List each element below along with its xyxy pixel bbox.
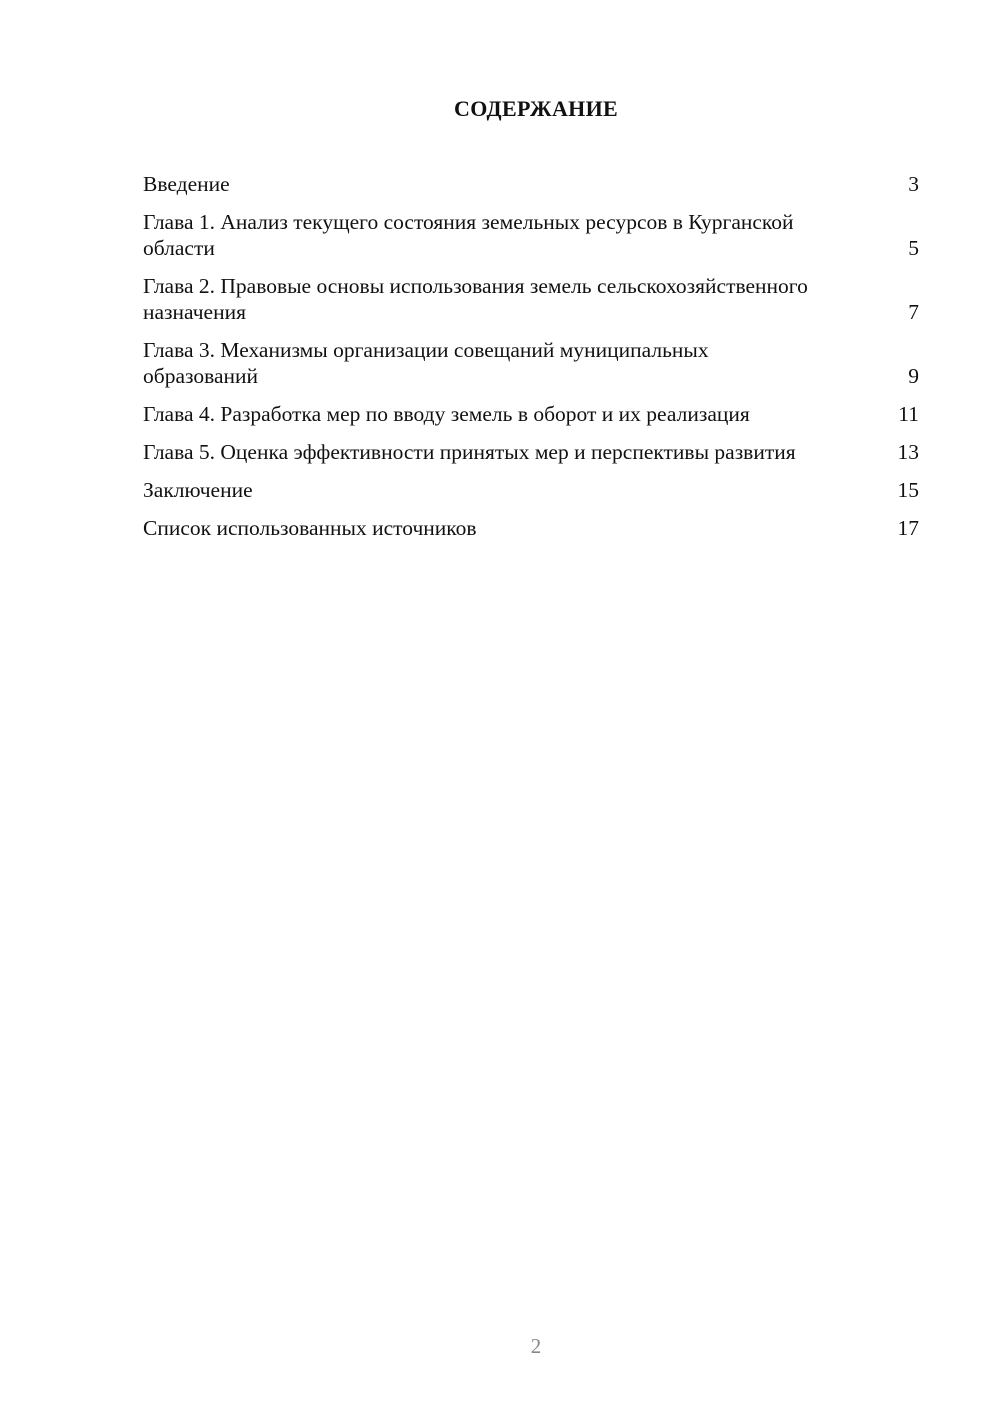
- toc-entry-text: Глава 4. Разработка мер по вводу земель в оборот и их реализация: [143, 402, 750, 426]
- toc-entry-page: 3: [908, 172, 919, 196]
- page-title: СОДЕРЖАНИЕ: [454, 96, 618, 121]
- toc-entry-page: 13: [897, 440, 919, 464]
- toc-entry-page: 9: [908, 364, 919, 388]
- toc-entry-text: Введение: [143, 172, 230, 196]
- toc-entry-text: Глава 5. Оценка эффективности принятых мер и перспективы развития: [143, 440, 796, 464]
- toc-entry-chapter-4: [143, 401, 919, 427]
- toc-entry-page: 17: [897, 516, 919, 540]
- toc-entry-chapter-1: [143, 209, 919, 261]
- toc-entry-page: 7: [908, 300, 919, 324]
- toc-entry-references: [143, 515, 919, 541]
- page-number: 2: [530, 1334, 542, 1358]
- toc-entry-text: Заключение: [143, 478, 253, 502]
- toc-entry-page: 15: [897, 478, 919, 502]
- toc-entry-conclusion: [143, 477, 919, 503]
- toc-entry-chapter-2: [143, 273, 919, 325]
- toc-entry-chapter-5: [143, 439, 919, 465]
- toc-entry-text: Глава 1. Анализ текущего состояния земельных ресурсов в Курганской области: [143, 210, 794, 260]
- toc-entry-text: Глава 3. Механизмы организации совещаний муниципальных образований: [143, 338, 709, 388]
- toc-entry-chapter-3: [143, 337, 919, 389]
- table-of-contents: [143, 171, 919, 553]
- toc-entry-page: 11: [898, 402, 919, 426]
- toc-entry-introduction: [143, 171, 919, 197]
- toc-entry-text: Список использованных источников: [143, 516, 477, 540]
- toc-entry-page: 5: [908, 236, 919, 260]
- toc-entry-text: Глава 2. Правовые основы использования земель сельскохозяйственного назначения: [143, 274, 808, 324]
